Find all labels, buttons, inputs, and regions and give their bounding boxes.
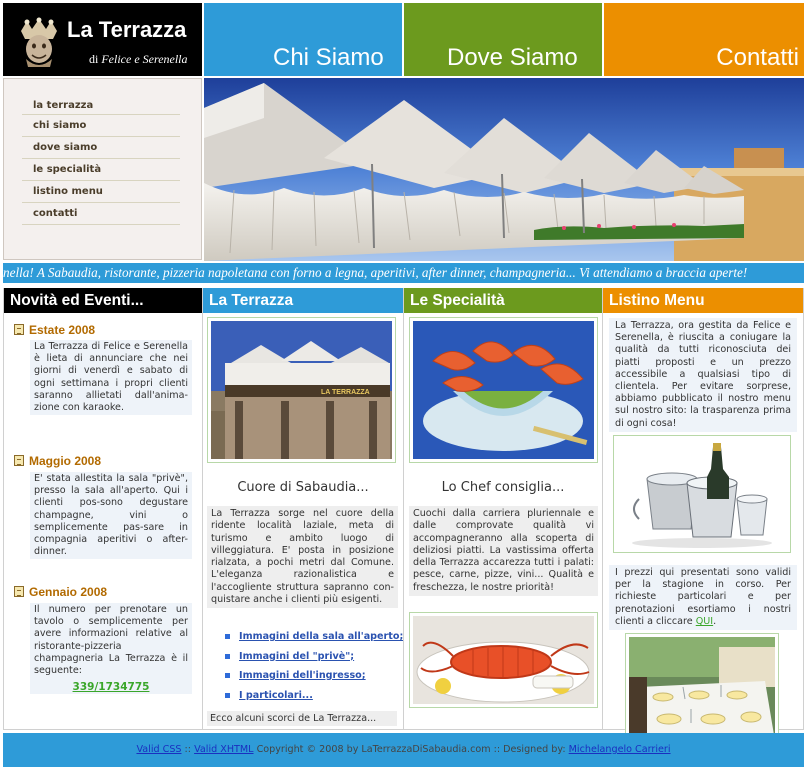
sidebar-item-la-terrazza[interactable]: la terrazza [22,96,180,115]
logo-subtitle: di Felice e Serenella [89,52,188,66]
listino-heading: Listino Menu [603,288,803,313]
crown-emblem-icon [17,17,61,69]
nav-tab-dove-siamo[interactable]: Dove Siamo [404,3,602,76]
terrazza-subtitle: Cuore di Sabaudia... [237,480,369,495]
valid-xhtml-link[interactable]: Valid XHTML [194,744,254,755]
terrazza-links [225,631,403,709]
sidebar-item-dove-siamo[interactable]: dove siamo [22,137,180,159]
link-particolari[interactable]: I particolari... [225,690,403,710]
footer: Valid CSS :: Valid XHTML Copyright © 2008 by LaTerrazzaDiSabaudia.com :: Designed by: Michelangelo Carrieri [3,733,804,767]
site-logo[interactable] [3,3,202,76]
link-sala-aperto[interactable]: Immagini della sala all'aperto; [225,631,403,651]
listino-column [602,288,804,730]
news-title-maggio-2008: Maggio 2008 [14,454,101,468]
logo-title: La Terrazza [67,17,187,42]
shrimp-photo[interactable] [409,317,598,463]
sidebar-item-contatti[interactable]: contatti [22,203,180,225]
svg-text:LA TERRAZZA: LA TERRAZZA [321,389,370,396]
news-title-estate-2008: Estate 2008 [14,323,95,337]
listino-intro: La Terrazza, ora gestita da Felice e Serenella, è riuscita a coniugare la qualità da tutti riconosciuta dei piatti proposti e un prezzo accessibile a qualsiasi tipo di clientela. Per evitare sorprese, abbiamo pubblicato il nostro menu sul nostro sito: la trasparenza prima di ogni cosa! [609,318,797,432]
specialita-description: Cuochi dalla carriera pluriennale e dalle comprovate qualità vi accompagneranno alla scoperta di deliziosi piatti. La vastissima offerta della Terrazza accarezza tutti i palati: pesce, carne, pizze, vini... Qualità e freschezza, le nostre priorità! [409,506,598,596]
terrazza-photo[interactable] [207,317,396,463]
dining-table-photo[interactable] [625,633,779,745]
sidebar-item-listino-menu[interactable]: listino menu [22,181,180,203]
listino-prices-text: I prezzi qui presentati sono validi per la stagione in corso. Per richieste particolari e per prenotazioni esortiamo i nostri clienti a cliccare QUI. [609,565,797,630]
sidebar-menu [3,78,202,260]
marquee-ticker: nella! A Sabaudia, ristorante, pizzeria napoletana con forno a legna, aperitivi, after dinner, champagneria... Vi attendiamo a braccia aperte! [3,263,804,283]
prenotazioni-link[interactable]: QUI [695,615,714,627]
designer-link[interactable]: Michelangelo Carrieri [568,744,671,755]
document-icon [14,324,24,335]
document-icon [14,586,24,597]
terrazza-column [202,288,403,730]
terrazza-description: La Terrazza sorge nel cuore della ridente località laziale, meta di turismo e ambito luogo di villeggiatura. E' posta in posizione rialzata, a pochi metri dal Comune. L'eleganza razionalistica e l'accogliente struttura sapranno con-quistare anche i clienti più esigenti. [207,506,398,608]
news-body-gennaio-2008: Il numero per prenotare un tavolo o semplicemente per avere informazioni relative al ristorante-pizzeria champagneria La Terrazza è il seguente: 339/1734775 [30,603,192,694]
specialita-column [403,288,602,730]
document-icon [14,455,24,466]
terrazza-heading: La Terrazza [203,288,403,313]
sidebar-item-specialita[interactable]: le specialità [22,159,180,181]
news-body-maggio-2008: E' stata allestita la sala "privè", presso la sala all'aperto. Qui i clienti pos-sono degustare champagne, vini o semplicemente pas-sare in compagnia aperitivi o after-dinner. [30,472,192,559]
link-prive[interactable]: Immagini del "privè"; [225,651,403,671]
news-body-estate-2008: La Terrazza di Felice e Serenella è lieta di annunciare che nei giorni di venerdì e sabato di ogni settimana i propri clienti saranno allietati dall'anima-zione con karaoke. [30,340,192,415]
news-heading: Novità ed Eventi... [4,288,202,313]
sidebar-item-chi-siamo[interactable]: chi siamo [22,115,180,137]
valid-css-link[interactable]: Valid CSS [136,744,182,755]
terrazza-caption: Ecco alcuni scorci de La Terrazza... [207,711,397,726]
phone-number-link[interactable]: 339/1734775 [72,681,150,694]
news-column [3,288,202,730]
specialita-heading: Le Specialità [404,288,602,313]
champagne-photo[interactable] [613,435,791,553]
link-ingresso[interactable]: Immagini dell'ingresso; [225,670,403,690]
copyright-text: Copyright © 2008 by LaTerrazzaDiSabaudia.com :: Designed by: [253,744,569,755]
hero-image [204,78,804,261]
specialita-subtitle: Lo Chef consiglia... [441,480,565,495]
lobster-photo[interactable] [409,612,598,708]
nav-tab-chi-siamo[interactable]: Chi Siamo [204,3,402,76]
news-title-gennaio-2008: Gennaio 2008 [14,585,107,599]
nav-tab-contatti[interactable]: Contatti [604,3,804,76]
